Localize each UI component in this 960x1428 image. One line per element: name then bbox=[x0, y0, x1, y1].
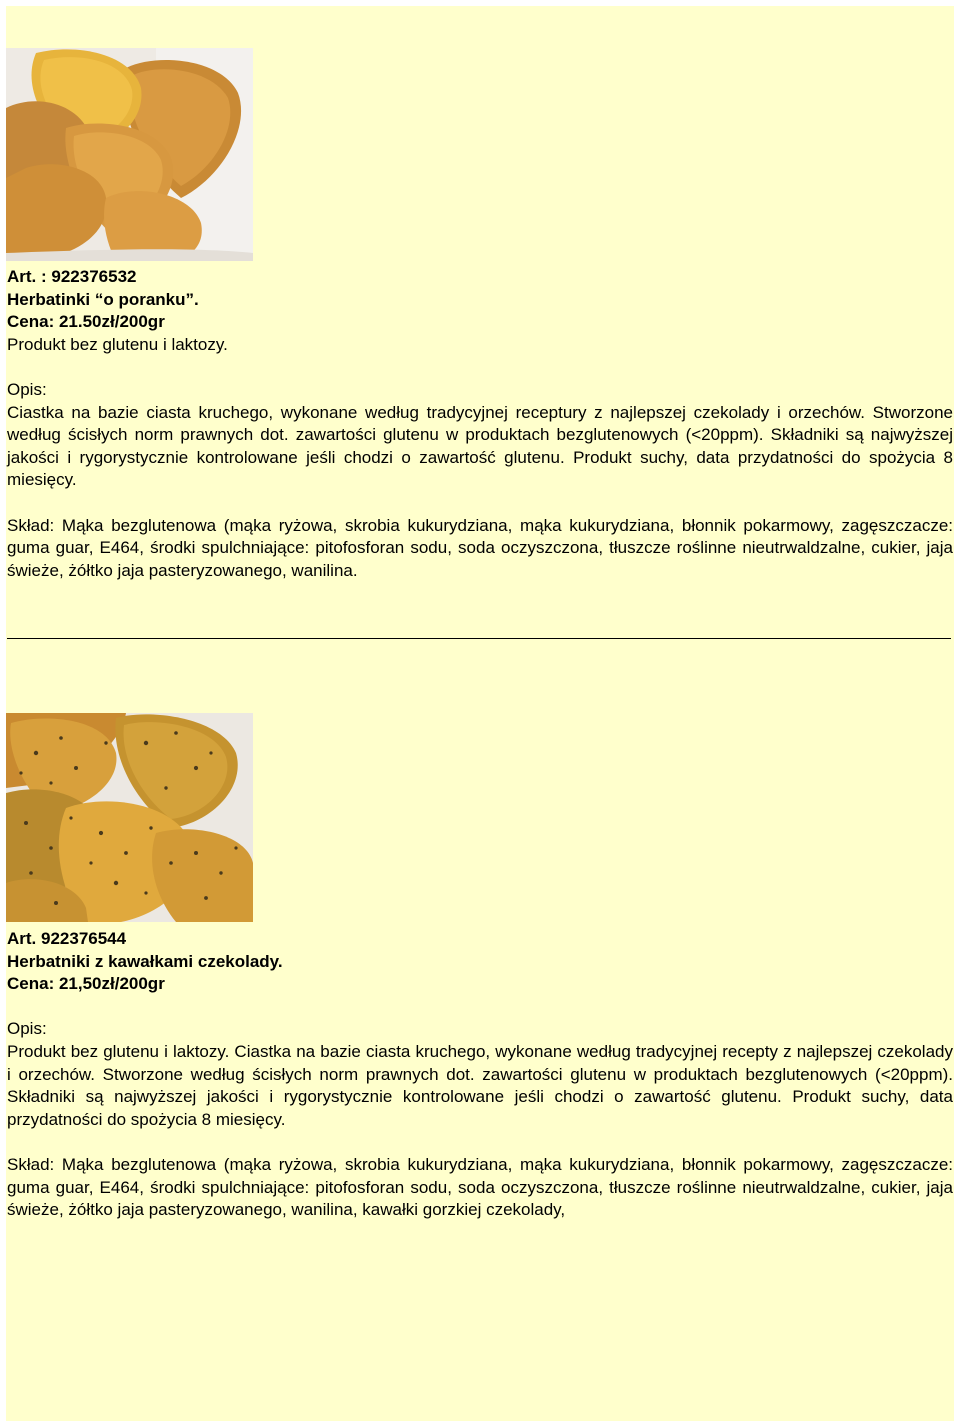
product-2-ingredients: Skład: Mąka bezglutenowa (mąka ryżowa, skrobia kukurydziana, mąka kukurydziana, błonnik pokarmowy, zagęszczacze: guma guar, E464, środki spulchniające: pitofosforan sodu, soda oczyszczona, tłuszcze roślinne nieutrwaldzalne, cukier, jaja świeże, żółtko jaja pasteryzowanego, wanilina, kawałki gorzkiej czekolady, bbox=[7, 1154, 953, 1220]
product-1-ingredients: Skład: Mąka bezglutenowa (mąka ryżowa, skrobia kukurydziana, mąka kukurydziana, błonnik pokarmowy, zagęszczacze: guma guar, E464, środki spulchniające: pitofosforan sodu, soda oczyszczona, tłuszcze roślinne nieutrwaldzalne, cukier, jaja świeże, żółtko jaja pasteryzowanego, wanilina. bbox=[7, 515, 953, 580]
product-2-name: Herbatniki z kawałkami czekolady. bbox=[7, 951, 283, 971]
product-photo-cookies bbox=[6, 48, 253, 261]
product-2-description: Produkt bez glutenu i laktozy. Ciastka na bazie ciasta kruchego, wykonane według tradycyjnej recepty z najlepszej czekolady i orzechów. Stworzone według ścisłych norm prawnych dot. zawartości glutenu w produktach bezglutenowych (<20ppm). Składniki są najwyższej jakości i rygorystycznie kontrolowane jeśli chodzi o zawartość glutenu. Produkt suchy, data przydatności do spożycia 8 miesięcy. bbox=[7, 1041, 953, 1129]
product-1-art-number: Art. : 922376532 bbox=[7, 267, 137, 286]
section-divider bbox=[7, 638, 951, 639]
product-2-opis-label: Opis: bbox=[7, 1019, 47, 1039]
product-2-price: Cena: 21,50zł/200gr bbox=[7, 974, 165, 994]
product-1-price: Cena: 21.50zł/200gr bbox=[7, 312, 165, 332]
product-2-art-number: Art. 922376544 bbox=[7, 929, 127, 948]
product-1-description: Ciastka na bazie ciasta kruchego, wykonane według tradycyjnej receptury z najlepszej czekolady i orzechów. Stworzone według ścisłych norm prawnych dot. zawartości glutenu w produktach bezglutenowych (<20ppm). Składniki są najwyższej jakości i rygorystycznie kontrolowane jeśli chodzi o zawartość glutenu. Produkt suchy, data przydatności do spożycia 8 miesięcy. bbox=[7, 402, 953, 490]
product-1-opis-label: Opis: bbox=[7, 379, 47, 399]
document-page bbox=[6, 6, 954, 1421]
product-1-free-from: Produkt bez glutenu i laktozy. bbox=[7, 334, 228, 354]
product-1 bbox=[7, 266, 953, 582]
product-2 bbox=[7, 928, 953, 1222]
product-1-name: Herbatinki “o poranku”. bbox=[7, 289, 199, 309]
product-photo-chocolate-cookies bbox=[6, 713, 253, 922]
